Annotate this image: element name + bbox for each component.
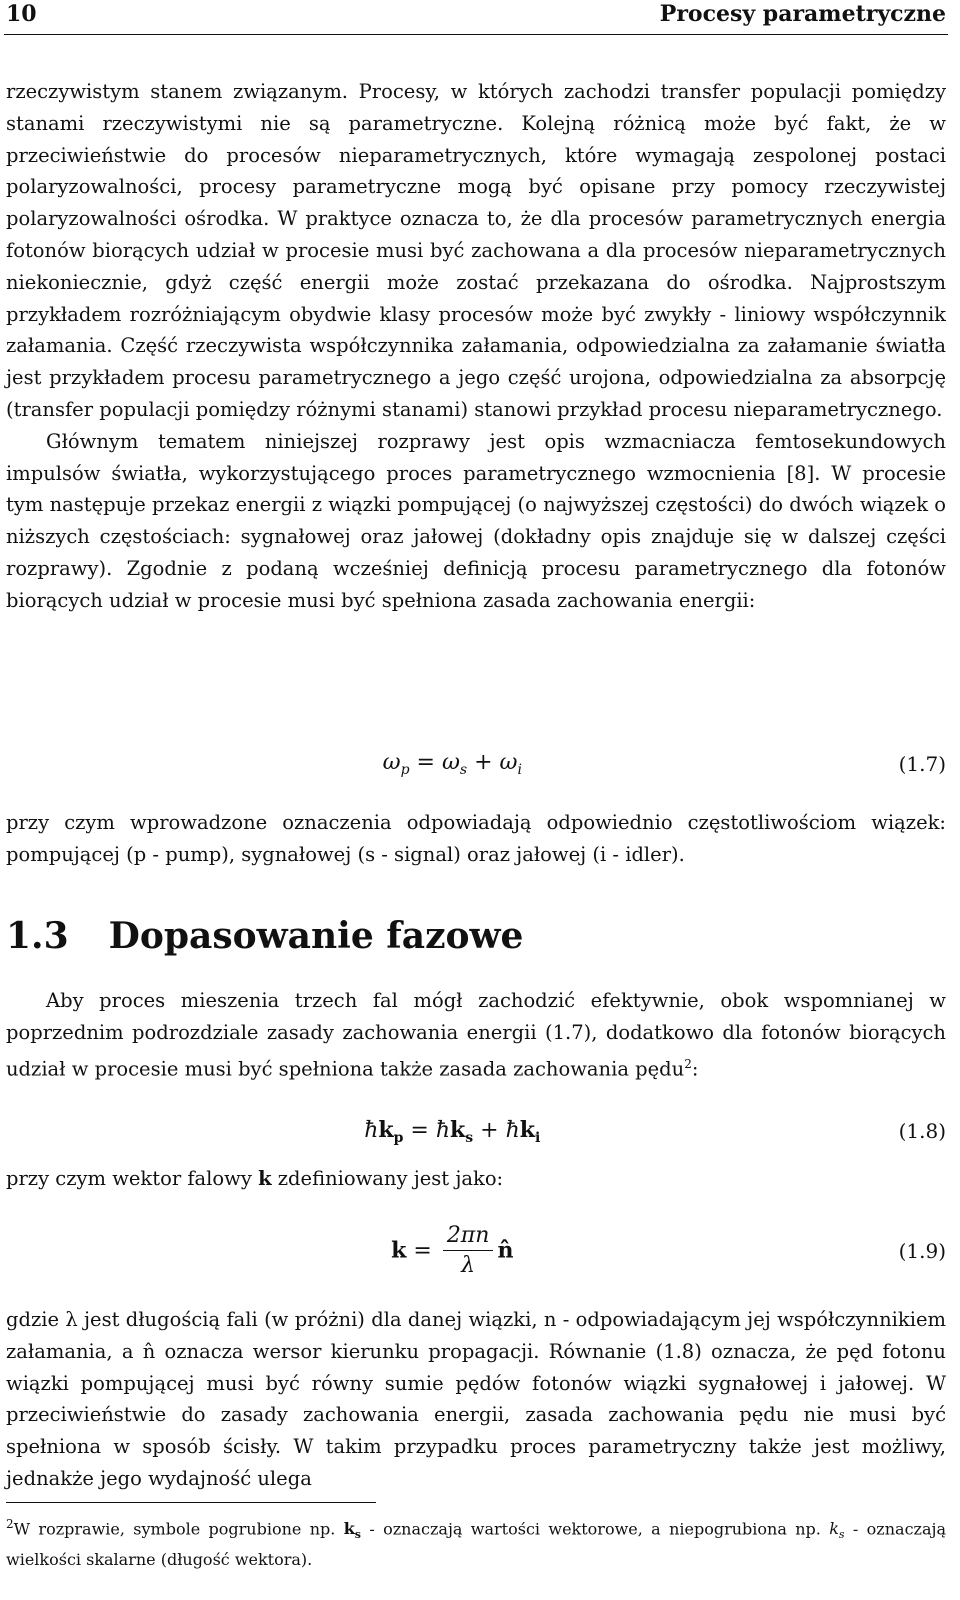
body-block-2 xyxy=(6,807,946,871)
running-title: Procesy parametryczne xyxy=(659,1,946,27)
equation-1-9-number: (1.9) xyxy=(898,1239,946,1263)
section-number: 1.3 xyxy=(6,915,69,957)
equation-1-8 xyxy=(6,1111,946,1151)
section-block-2 xyxy=(6,1163,946,1195)
paragraph-1: rzeczywistym stanem związanym. Procesy, w których zachodzi transfer populacji pomiędzy stanami rzeczywistymi nie są parametryczne. Kolejną różnicą może być fakt, że w przeciwieństwie do procesów nieparametrycznych, które wymagają zespolonej postaci polaryzowalności, procesy parametryczne mogą być opisane przy pomocy rzeczywistej polaryzowalności ośrodka. W praktyce oznacza to, że dla procesów parametrycznych energia fotonów biorących udział w procesie musi być zachowana a dla procesów nieparametrycznych niekoniecznie, gdyż część energii może zostać przekazana do ośrodka. Najprostszym przykładem rozróżniającym obydwie klasy procesów może być zwykły - liniowy współczynnik załamania. Część rzeczywista współczynnika załamania, odpowiedzialna za załamanie światła jest przykładem procesu parametrycznego a jego część urojona, odpowiedzialna za absorpcję (transfer populacji pomiędzy różnymi stanami) stanowi przykład procesu nieparametrycznego. xyxy=(6,80,946,421)
equation-1-9 xyxy=(6,1218,946,1284)
footnote-reference: 2 xyxy=(684,1056,692,1071)
footnote-text-2: - oznaczają wartości wektorowe, a niepogrubiona np. xyxy=(361,1519,830,1539)
page-number: 10 xyxy=(6,1,37,27)
equation-1-8-body: $ħk_p$ = $ħk_s$ + $ħk_i$ xyxy=(364,1116,541,1146)
equation-1-7 xyxy=(6,744,946,784)
footnote-bold-example xyxy=(343,1519,361,1542)
paragraph-after-eq-1-7: przy czym wprowadzone oznaczenia odpowiadają odpowiednio częstotliwościom wiązek: pompującej (p - pump), sygnałowej (s - signal) oraz jałowej (i - idler). xyxy=(6,811,946,866)
section-title: Dopasowanie fazowe xyxy=(108,915,524,957)
equation-1-7-body: $\omega_p = \omega_s + \omega_i$ xyxy=(382,750,522,778)
header-rule xyxy=(4,34,948,35)
wave-vector-line xyxy=(6,1163,946,1195)
wave-vector-prefix: przy czym wektor falowy xyxy=(6,1167,259,1190)
footnote-rule xyxy=(6,1502,376,1503)
footnote-italic-sub: s xyxy=(838,1528,845,1542)
equation-1-9-fraction: $\frac{2\pi n}{\lambda}$ xyxy=(443,1222,494,1281)
footnote xyxy=(6,1512,946,1572)
wave-vector-suffix: zdefiniowany jest jako: xyxy=(271,1167,504,1190)
equation-1-8-number: (1.8) xyxy=(898,1119,946,1143)
footnote-italic-example xyxy=(829,1519,845,1542)
wave-vector-symbol: k xyxy=(258,1167,272,1190)
section-block-3 xyxy=(6,1304,946,1495)
footnote-bold-sub: s xyxy=(354,1528,361,1542)
section-paragraph-1-end: : xyxy=(691,1057,699,1081)
footnote-bold-k: k xyxy=(343,1519,355,1539)
section-block-1 xyxy=(6,985,946,1085)
paragraph-2: Głównym tematem niniejszej rozprawy jest opis wzmacniacza femtosekundowych impulsów światła, wykorzystującego proces parametrycznego wzmocnienia [8]. W procesie tym następuje przekaz energii z wiązki pompującej (o najwyższej częstości) do dwóch wiązek o niższych częstościach: sygnałowej oraz jałowej (dokładny opis znajduje się w dalszej części rozprawy). Zgodnie z podaną wcześniej definicją procesu parametrycznego dla fotonów biorących udział w procesie musi być spełniona zasada zachowania energii: xyxy=(6,429,946,612)
body-block-1 xyxy=(6,76,946,617)
section-heading xyxy=(6,915,523,957)
section-paragraph-1-text: Aby proces mieszenia trzech fal mógł zachodzić efektywnie, obok wspomnianej w poprzednim podrozdziale zasady zachowania energii (1.7), dodatkowo dla fotonów biorących udział w procesie musi być spełniona także zasada zachowania pędu xyxy=(6,989,946,1081)
section-paragraph-1 xyxy=(6,985,946,1085)
running-header xyxy=(6,0,946,28)
footnote-mark: 2 xyxy=(6,1517,14,1531)
final-paragraph: gdzie λ jest długością fali (w próżni) dla danej wiązki, n - odpowiadającym jej współczynnikiem załamania, a n̂ oznacza wersor kierunku propagacji. Równanie (1.8) oznacza, że pęd fotonu wiązki pompującej musi być równy sumie pędów fotonów wiązki sygnałowej i jałowej. W przeciwieństwie do zasady zachowania energii, zasada zachowania pędu nie musi być spełniona w sposób ścisły. W takim przypadku proces parametryczny także jest możliwy, jednakże jego wydajność ulega xyxy=(6,1308,946,1490)
footnote-text-3: - oznaczają wielkości skalarne (długość wektora). xyxy=(6,1519,947,1570)
equation-1-9-body: k = $\frac{2\pi n}{\lambda}$ n̂ xyxy=(6,1222,899,1281)
equation-1-7-number: (1.7) xyxy=(898,752,946,776)
footnote-italic-k: k xyxy=(829,1519,839,1539)
footnote-text-1: W rozprawie, symbole pogrubione np. xyxy=(13,1519,344,1539)
